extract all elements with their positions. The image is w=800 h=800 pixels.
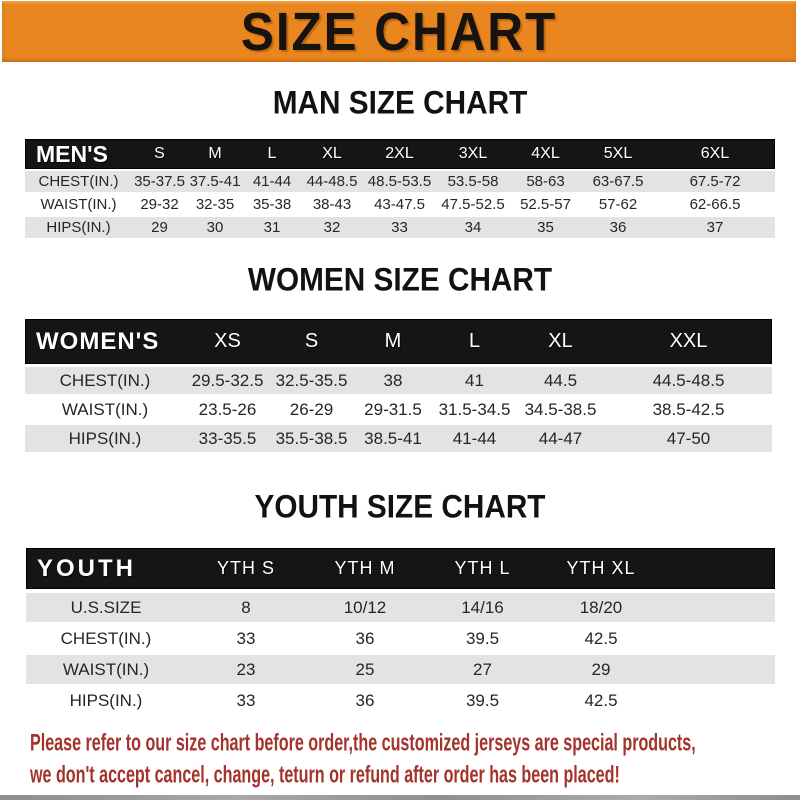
page-title: SIZE CHART (240, 1, 558, 62)
table-cell: 35 (537, 219, 554, 236)
women-table-row (25, 367, 772, 396)
women-section-heading: WOMEN SIZE CHART (247, 261, 553, 298)
men-column-header: XL (322, 145, 342, 162)
women-table-row (25, 425, 772, 454)
table-cell: 39.5 (465, 628, 500, 648)
men-column-header: 4XL (531, 145, 560, 162)
table-cell: 37.5-41 (189, 173, 241, 190)
table-cell: 33 (236, 628, 256, 648)
youth-column-header: YTH L (454, 558, 511, 578)
table-cell: 44.5-48.5 (652, 370, 725, 390)
table-cell: 47-50 (666, 428, 711, 448)
table-cell: 35-37.5 (134, 173, 185, 190)
table-cell: 33-35.5 (198, 428, 257, 448)
table-cell: 36 (355, 690, 375, 710)
table-cell: 38.5-41 (364, 428, 422, 448)
women-table-label: WOMEN'S (36, 327, 160, 355)
men-table-row (25, 217, 775, 240)
women-column-header: XL (548, 330, 573, 352)
table-cell: 30 (206, 219, 224, 236)
youth-table-row (26, 593, 775, 624)
man-section-heading: MAN SIZE CHART (272, 84, 528, 121)
table-cell: 37 (706, 219, 724, 236)
table-cell: 44-48.5 (306, 173, 358, 190)
youth-column-header: YTH XL (566, 558, 636, 578)
row-label: HIPS(IN.) (69, 690, 143, 710)
row-label: CHEST(IN.) (60, 628, 152, 648)
table-cell: 29.5-32.5 (191, 370, 264, 390)
men-size-table (25, 139, 775, 240)
men-column-header: 5XL (603, 145, 633, 162)
table-cell: 23 (236, 659, 256, 679)
table-cell: 29-31.5 (364, 399, 422, 419)
table-cell: 53.5-58 (447, 173, 499, 190)
table-cell: 32 (323, 219, 341, 236)
youth-column-header: YTH S (216, 558, 275, 578)
women-column-header: M (384, 330, 402, 352)
table-cell: 42.5 (584, 628, 618, 648)
men-table-row (25, 194, 775, 217)
women-column-header: XS (214, 330, 241, 352)
men-column-header: 2XL (385, 145, 414, 162)
women-column-header: XXL (669, 330, 708, 352)
table-cell: 10/12 (343, 597, 387, 617)
row-label: HIPS(IN.) (68, 428, 142, 448)
table-cell: 48.5-53.5 (367, 173, 432, 190)
youth-size-table (26, 548, 775, 717)
table-cell: 27 (473, 659, 492, 679)
table-cell: 35.5-38.5 (275, 428, 348, 448)
table-cell: 35-38 (252, 196, 292, 213)
table-cell: 34.5-38.5 (524, 399, 597, 419)
table-cell: 39.5 (465, 690, 500, 710)
women-column-header: L (468, 330, 481, 352)
youth-section-heading: YOUTH SIZE CHART (254, 488, 546, 525)
table-cell: 38-43 (312, 196, 352, 213)
table-cell: 32.5-35.5 (275, 370, 348, 390)
table-cell: 8 (241, 597, 251, 617)
youth-table-row (26, 655, 775, 686)
table-cell: 31 (263, 219, 281, 236)
table-cell: 67.5-72 (689, 173, 741, 190)
row-label: U.S.SIZE (70, 597, 142, 617)
table-cell: 29 (151, 219, 168, 236)
table-cell: 33 (391, 219, 408, 236)
youth-table-header (26, 548, 775, 589)
table-cell: 41-44 (452, 428, 497, 448)
table-cell: 41 (465, 370, 484, 390)
men-column-header: 6XL (700, 145, 730, 162)
men-column-header: 3XL (458, 145, 488, 162)
row-label: WAIST(IN.) (62, 659, 150, 679)
men-table-label: MEN'S (36, 140, 108, 167)
row-label: CHEST(IN.) (38, 173, 119, 190)
table-cell: 58-63 (526, 173, 565, 190)
disclaimer-line-1: Please refer to our size chart before order,the customized jerseys are special products, (30, 728, 696, 756)
table-cell: 26-29 (289, 399, 334, 419)
table-cell: 43-47.5 (374, 196, 425, 213)
table-cell: 44.5 (543, 370, 578, 390)
men-column-header: L (267, 145, 277, 162)
table-cell: 29 (591, 659, 611, 679)
table-cell: 38 (383, 370, 403, 390)
women-table-header (25, 319, 772, 364)
table-cell: 25 (355, 659, 375, 679)
men-column-header: M (208, 145, 222, 162)
table-cell: 47.5-52.5 (441, 196, 505, 213)
table-cell: 23.5-26 (198, 399, 257, 419)
size-chart-banner (2, 1, 796, 62)
table-cell: 41-44 (252, 173, 292, 190)
table-cell: 44-47 (538, 428, 583, 448)
women-size-table (25, 319, 772, 454)
table-cell: 63-67.5 (592, 173, 644, 190)
table-cell: 29-32 (140, 196, 179, 213)
women-column-header: S (304, 330, 319, 352)
men-column-header: S (154, 145, 165, 162)
row-label: WAIST(IN.) (40, 196, 117, 213)
table-cell: 31.5-34.5 (438, 399, 511, 419)
table-cell: 33 (236, 690, 256, 710)
men-table-row (25, 171, 775, 194)
table-cell: 52.5-57 (520, 196, 571, 213)
disclaimer-line-2: we don't accept cancel, change, teturn or refund after order has been placed! (30, 760, 620, 788)
table-cell: 42.5 (584, 690, 618, 710)
table-cell: 32-35 (195, 196, 235, 213)
youth-table-row (26, 686, 775, 717)
table-cell: 57-62 (598, 196, 638, 213)
table-cell: 62-66.5 (689, 196, 741, 213)
table-cell: 36 (609, 219, 627, 236)
row-label: CHEST(IN.) (59, 370, 151, 390)
table-cell: 34 (464, 219, 482, 236)
bottom-edge-strip (0, 795, 800, 800)
table-cell: 14/16 (461, 597, 504, 617)
women-table-row (25, 396, 772, 425)
table-cell: 36 (355, 628, 375, 648)
men-table-header (25, 139, 775, 169)
youth-table-label: YOUTH (37, 554, 136, 582)
table-cell: 18/20 (579, 597, 623, 617)
table-cell: 38.5-42.5 (652, 399, 725, 419)
row-label: WAIST(IN.) (61, 399, 149, 419)
youth-table-row (26, 624, 775, 655)
row-label: HIPS(IN.) (46, 219, 111, 236)
youth-column-header: YTH M (334, 558, 396, 578)
